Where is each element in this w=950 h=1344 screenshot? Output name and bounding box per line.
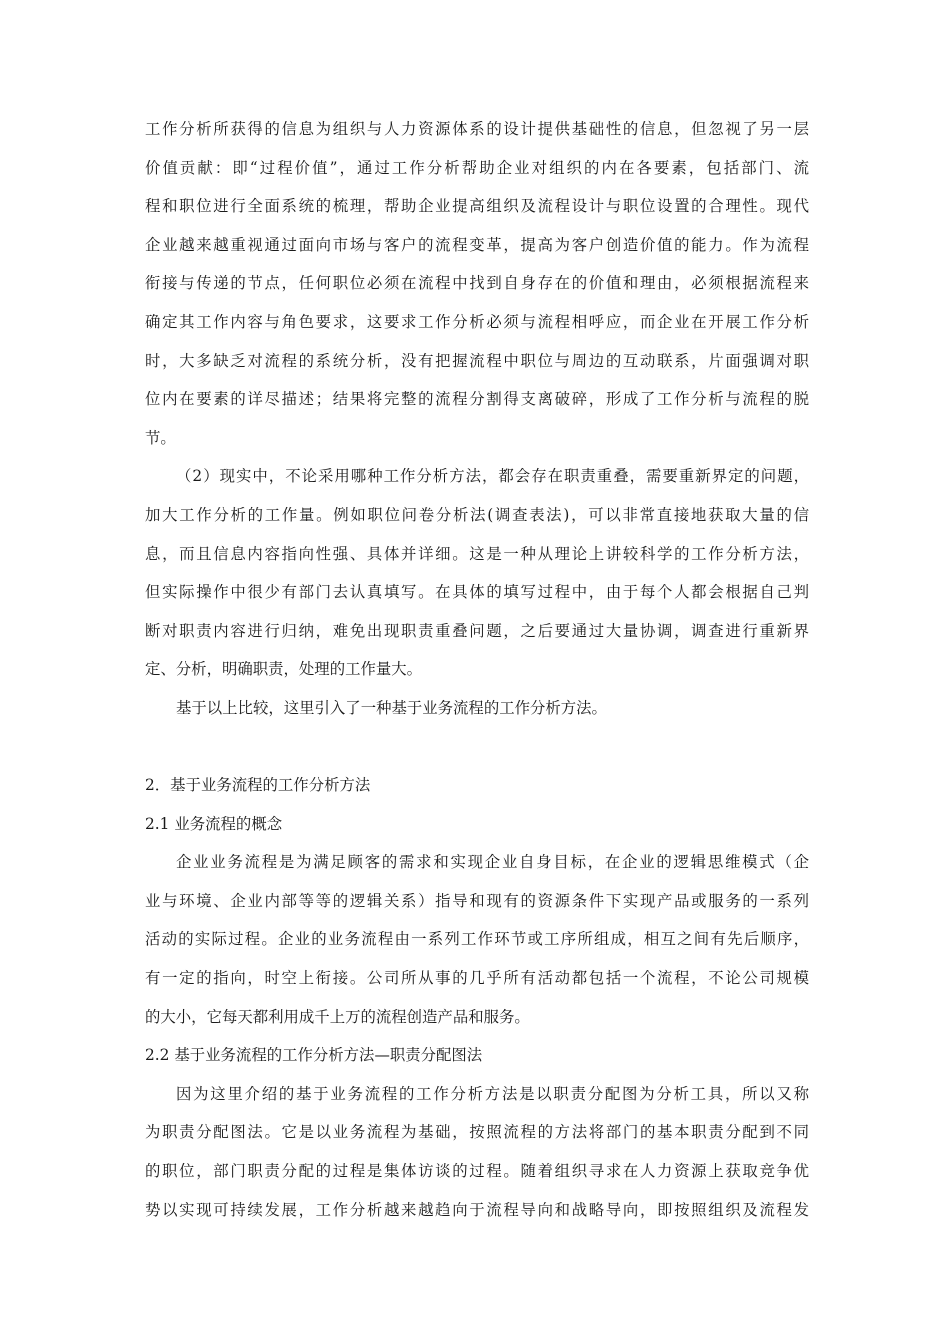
- text-line: 的职位，部门职责分配的过程是集体访谈的过程。随着组织寻求在人力资源上获取竞争优: [145, 1162, 809, 1181]
- document-page: [145, 110, 809, 1229]
- paragraph-duty-overlap: [145, 457, 809, 689]
- text-line: 节。: [145, 428, 176, 447]
- paragraph-introduction: [145, 689, 809, 728]
- text-line: 时，大多缺乏对流程的系统分析，没有把握流程中职位与周边的互动联系，片面强调对职: [145, 351, 809, 370]
- section-heading: 2．基于业务流程的工作分析方法: [145, 776, 371, 795]
- text-line: 定、分析，明确职责，处理的工作量大。: [145, 660, 423, 679]
- text-line: 断对职责内容进行归纳，难免出现职责重叠问题，之后要通过大量协调，调查进行重新界: [145, 621, 809, 640]
- text-line: 价值贡献：即“过程价值”，通过工作分析帮助企业对组织的内在各要素，包括部门、流: [145, 158, 809, 177]
- text-line: 因为这里介绍的基于业务流程的工作分析方法是以职责分配图为分析工具，所以又称: [176, 1084, 809, 1103]
- text-line: 基于以上比较，这里引入了一种基于业务流程的工作分析方法。: [176, 698, 607, 717]
- text-line: 有一定的指向，时空上衔接。公司所从事的几乎所有活动都包括一个流程，不论公司规模: [145, 969, 809, 988]
- text-line: 确定其工作内容与角色要求，这要求工作分析必须与流程相呼应，而企业在开展工作分析: [145, 312, 809, 331]
- text-line: 息，而且信息内容指向性强、具体并详细。这是一种从理论上讲较科学的工作分析方法，: [145, 544, 809, 563]
- blank-line: [145, 728, 809, 767]
- text-line: 势以实现可持续发展，工作分析越来越趋向于流程导向和战略导向，即按照组织及流程发: [145, 1200, 809, 1219]
- text-line: 企业越来越重视通过面向市场与客户的流程变革，提高为客户创造价值的能力。作为流程: [145, 235, 809, 254]
- text-line: 企业业务流程是为满足顾客的需求和实现企业自身目标，在企业的逻辑思维模式（企: [176, 853, 809, 872]
- text-line: 活动的实际过程。企业的业务流程由一系列工作环节或工序所组成，相互之间有先后顺序，: [145, 930, 809, 949]
- text-line: （2）现实中，不论采用哪种工作分析方法，都会存在职责重叠，需要重新界定的问题，: [176, 467, 809, 486]
- text-line: 位内在要素的详尽描述；结果将完整的流程分割得支离破碎，形成了工作分析与流程的脱: [145, 390, 809, 409]
- text-line: 加大工作分析的工作量。例如职位问卷分析法(调查表法)，可以非常直接地获取大量的信: [145, 505, 809, 524]
- text-line: 为职责分配图法。它是以业务流程为基础，按照流程的方法将部门的基本职责分配到不同: [145, 1123, 809, 1142]
- subsection-heading: 2.2 基于业务流程的工作分析方法—职责分配图法: [145, 1046, 483, 1065]
- text-line: 但实际操作中很少有部门去认真填写。在具体的填写过程中，由于每个人都会根据自己判: [145, 583, 809, 602]
- text-line: 程和职位进行全面系统的梳理，帮助企业提高组织及流程设计与职位设置的合理性。现代: [145, 197, 809, 216]
- paragraph-process-concept: [145, 843, 809, 1036]
- text-line: 工作分析所获得的信息为组织与人力资源体系的设计提供基础性的信息，但忽视了另一层: [145, 120, 809, 138]
- text-line: 衔接与传递的节点，任何职位必须在流程中找到自身存在的价值和理由，必须根据流程来: [145, 274, 809, 293]
- paragraph-process-value: [145, 110, 809, 457]
- text-line: 业与环境、企业内部等等的逻辑关系）指导和现有的资源条件下实现产品或服务的一系列: [145, 891, 809, 910]
- subsection-heading: 2.1 业务流程的概念: [145, 814, 283, 833]
- text-line: 的大小，它每天都利用成千上万的流程创造产品和服务。: [145, 1007, 530, 1026]
- paragraph-responsibility-chart: [145, 1075, 809, 1229]
